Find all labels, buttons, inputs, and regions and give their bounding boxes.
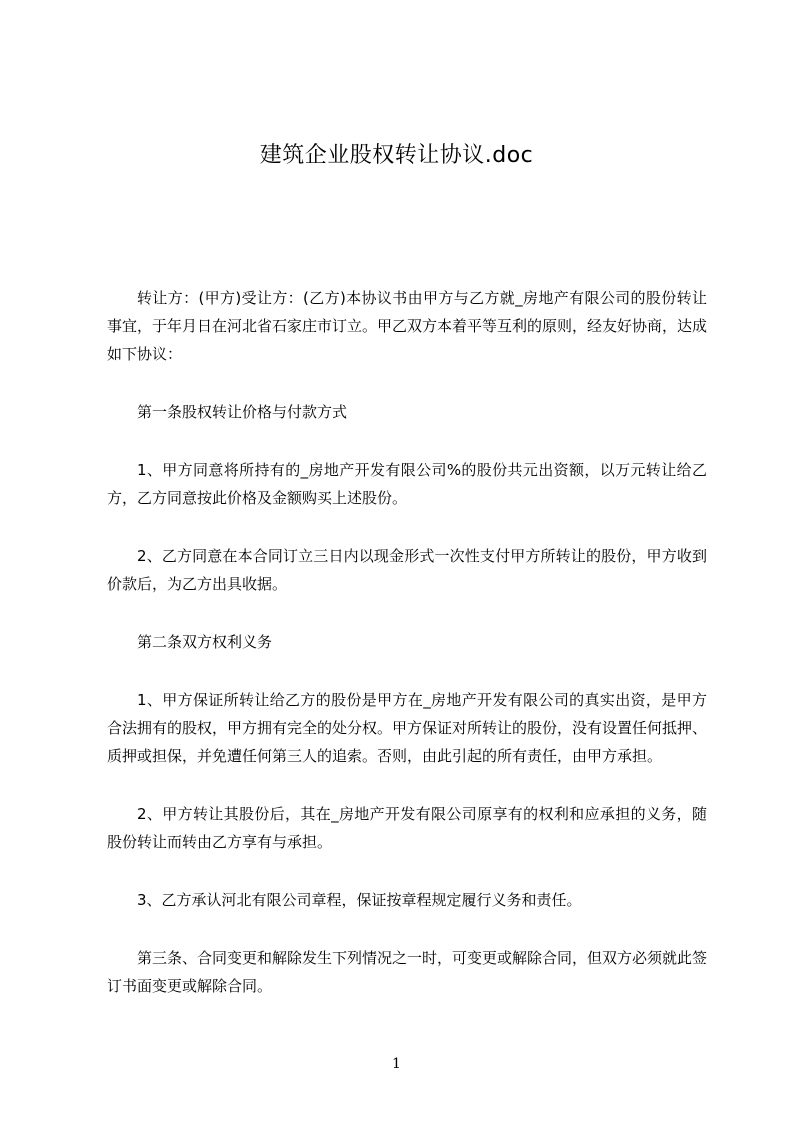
document-body [107,284,707,1030]
article-2-clause-1: 1、甲方保证所转让给乙方的股份是甲方在_房地产开发有限公司的真实出资，是甲方合法拥有的股权，甲方拥有完全的处分权。甲方保证对所转让的股份，没有设置任何抵押、质押或担保，并免遭任何第三人的追索。否则，由此引起的所有责任，由甲方承担。 [107,691,708,765]
article-1-clause-2: 2、乙方同意在本合同订立三日内以现金形式一次性支付甲方所转让的股份，甲方收到价款后，为乙方出具收据。 [107,547,707,593]
article-2-clause-2: 2、甲方转让其股份后，其在_房地产开发有限公司原享有的权利和应承担的义务，随股份转让而转由乙方享有与承担。 [107,805,707,851]
article-2-heading: 第二条双方权利义务 [137,633,273,651]
document-title: 建筑企业股权转让协议.doc [259,143,534,168]
article-1-heading: 第一条股权转让价格与付款方式 [137,403,348,421]
page-number: 1 [392,1056,401,1072]
intro-paragraph: 转让方：(甲方)受让方：(乙方)本协议书由甲方与乙方就_房地产有限公司的股份转让事宜，于年月日在河北省石家庄市订立。甲乙双方本着平等互利的原则，经友好协商，达成如下协议： [107,289,708,363]
article-3-paragraph: 第三条、合同变更和解除发生下列情况之一时，可变更或解除合同，但双方必须就此签订书面变更或解除合同。 [107,949,708,995]
article-2-clause-3: 3、乙方承认河北有限公司章程，保证按章程规定履行义务和责任。 [137,891,582,909]
article-1-clause-1: 1、甲方同意将所持有的_房地产开发有限公司%的股份共元出资额，以万元转让给乙方，乙方同意按此价格及金额购买上述股份。 [107,461,707,507]
